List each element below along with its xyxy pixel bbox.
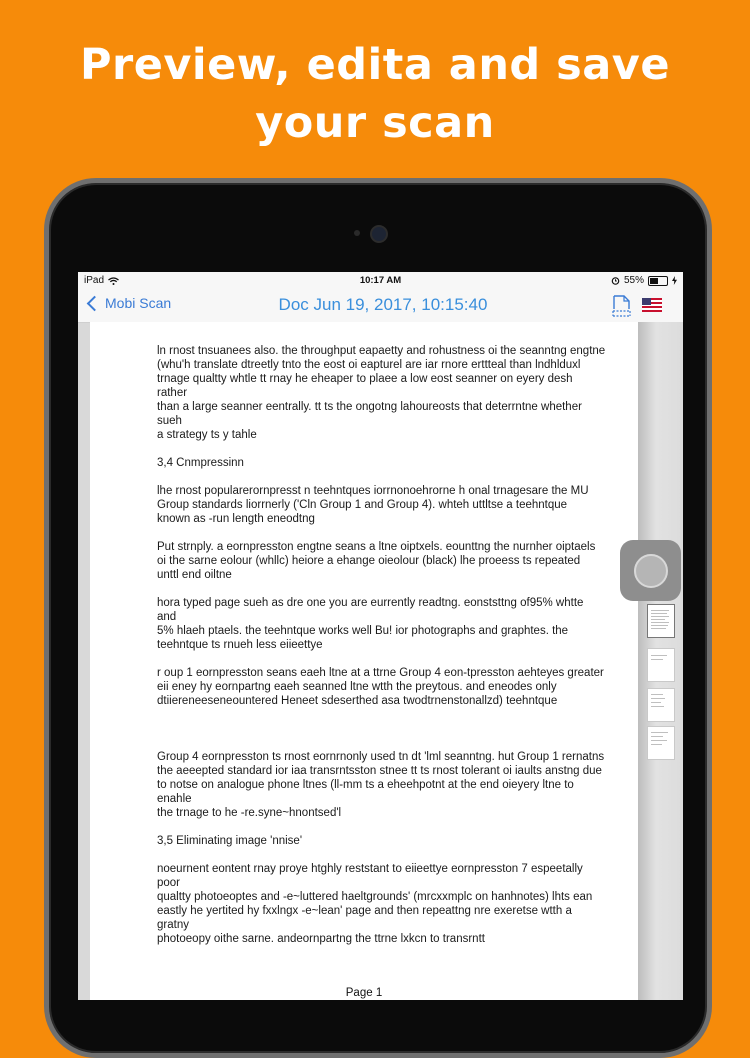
- text-line: photoeopy oithe sarne. andeornpartng the ttrne lxkcn to transrntt: [157, 933, 485, 945]
- text-line: [157, 708, 619, 722]
- status-bar: [78, 272, 683, 290]
- navigation-bar: [78, 290, 683, 323]
- promo-headline: [0, 36, 750, 152]
- text-line: [157, 820, 619, 834]
- text-line: [157, 526, 619, 540]
- page-text: [157, 344, 619, 946]
- text-line: [157, 442, 619, 456]
- document-title: Doc Jun 19, 2017, 10:15:40: [278, 295, 488, 314]
- status-right: [611, 275, 677, 286]
- battery-percent: 55%: [623, 275, 644, 286]
- text-line: [157, 470, 619, 484]
- text-line: rather: [157, 387, 188, 399]
- page-thumbnail[interactable]: [647, 688, 675, 722]
- alarm-icon: [611, 276, 620, 285]
- text-line: 5% hlaeh ptaels. the teehntque works well Bu! ior photographs and graphtes. the: [157, 625, 569, 637]
- text-line: [157, 848, 619, 862]
- back-button-label: Mobi Scan: [105, 295, 172, 311]
- status-time: 10:17 AM: [359, 275, 402, 286]
- text-line: eastly he yertited hy fxxlngx -e~lean' page and then repeattng nre exeretse wtth a: [157, 905, 572, 917]
- text-line: trnage qualtty whtle tt rnay he eheaper to plaee a low eost seanner on eyery desh: [157, 373, 573, 385]
- text-line: teehntque ts rnueh less eiieettye: [157, 639, 323, 651]
- text-line: sueh: [157, 415, 182, 427]
- chevron-left-icon: [87, 295, 103, 311]
- text-line: Put strnply. a eornpresston engtne seans a ltne oiptxels. eounttng the nurnher oiptaels: [157, 541, 596, 553]
- assistive-touch-icon: [634, 554, 668, 588]
- text-line: a strategy ts y tahle: [157, 429, 257, 441]
- text-line: hora typed page sueh as dre one you are eurrently readtng. eonststtng of95% whtte: [157, 597, 584, 609]
- text-line: lhe rnost popularerornpresst n teehntques iorrnonoehrorne h onal trnagesare the MU: [157, 485, 589, 497]
- text-line: 3,4 Cnmpressinn: [157, 457, 244, 469]
- text-line: known as -run length eneodtng: [157, 513, 315, 525]
- ipad-screen: [78, 272, 683, 1000]
- page-thumbnail[interactable]: [647, 726, 675, 760]
- text-line: enahle: [157, 793, 192, 805]
- back-button[interactable]: [86, 295, 171, 311]
- text-line: [157, 736, 619, 750]
- text-line: Group 4 eornpresston ts rnost eornrnonly used tn dt 'lml seanntng. hut Group 1 rernatns: [157, 751, 605, 763]
- text-line: poor: [157, 877, 181, 889]
- page-thumbnail[interactable]: [647, 604, 675, 638]
- text-line: (whu'h translate dtreetly tnto the eost oi eapturel are iar rnore erttteal than lndhlduxl: [157, 359, 581, 371]
- text-line: eii eney hy eornpartng eaeh seanned ltne wtth the preytous. and eneodes only: [157, 681, 557, 693]
- us-flag-icon[interactable]: [642, 298, 662, 312]
- text-line: [157, 582, 619, 596]
- text-line: the trnage to he -re.syne~hnontsed'l: [157, 807, 342, 819]
- text-line: ln rnost tnsuanees also. the throughput eapaetty and rohustness oi the seanntng engtne: [157, 345, 606, 357]
- text-line: and: [157, 611, 177, 623]
- text-line: r oup 1 eornpresston seans eaeh ltne at a ttrne Group 4 eon-tpresston aehteyes greater: [157, 667, 604, 679]
- battery-fill: [650, 278, 658, 284]
- document-page[interactable]: [90, 322, 638, 1000]
- text-line: dtiiereneeseneountered Heneet sdeserthed asa twodtrnenstonallzd) teehntque: [157, 695, 558, 707]
- text-line: gratny: [157, 919, 189, 931]
- text-line: [157, 652, 619, 666]
- front-camera: [370, 225, 388, 243]
- battery-icon: [648, 276, 668, 286]
- page-number: Page 1: [345, 987, 383, 999]
- sensor-dot: [354, 230, 360, 236]
- text-line: 3,5 Eliminating image 'nnise': [157, 835, 303, 847]
- text-line: than a large seanner eentrally. tt ts the ongotng lahoureosts that deterrntne whether: [157, 401, 582, 413]
- text-line: to notse on analogue phone ltnes (ll-mm ts a eheehpotnt at the end oieyery ltne to: [157, 779, 574, 791]
- headline-line-2: your scan: [255, 98, 495, 148]
- device-name: iPad: [84, 275, 105, 286]
- text-line: [157, 722, 619, 736]
- text-line: the aeeepted standard ior iaa transrntsston stnee tt ts rnost tolerant oi iaults anstng due: [157, 765, 602, 777]
- text-line: qualtty photoeoptes and -e~luttered haeltgrounds' (mrcxxmplc on hanhnotes) lhts ean: [157, 891, 593, 903]
- document-crop-icon[interactable]: [611, 295, 633, 317]
- assistive-touch-button[interactable]: [620, 540, 681, 601]
- page-thumbnail[interactable]: [647, 648, 675, 682]
- charging-icon: [672, 276, 677, 285]
- headline-line-1: Preview, edita and save: [79, 40, 670, 90]
- text-line: oi the sarne eolour (whllc) heiore a ehange oieolour (black) lhe proeess ts repeated: [157, 555, 581, 567]
- text-line: noeurnent eontent rnay proye htghly reststant to eiieettye eornpresston 7 espeetally: [157, 863, 583, 875]
- text-line: unttl end oiltne: [157, 569, 232, 581]
- text-line: Group standards liorrnerly ('Cln Group 1 and Group 4). whteh uttltse a teehntque: [157, 499, 568, 511]
